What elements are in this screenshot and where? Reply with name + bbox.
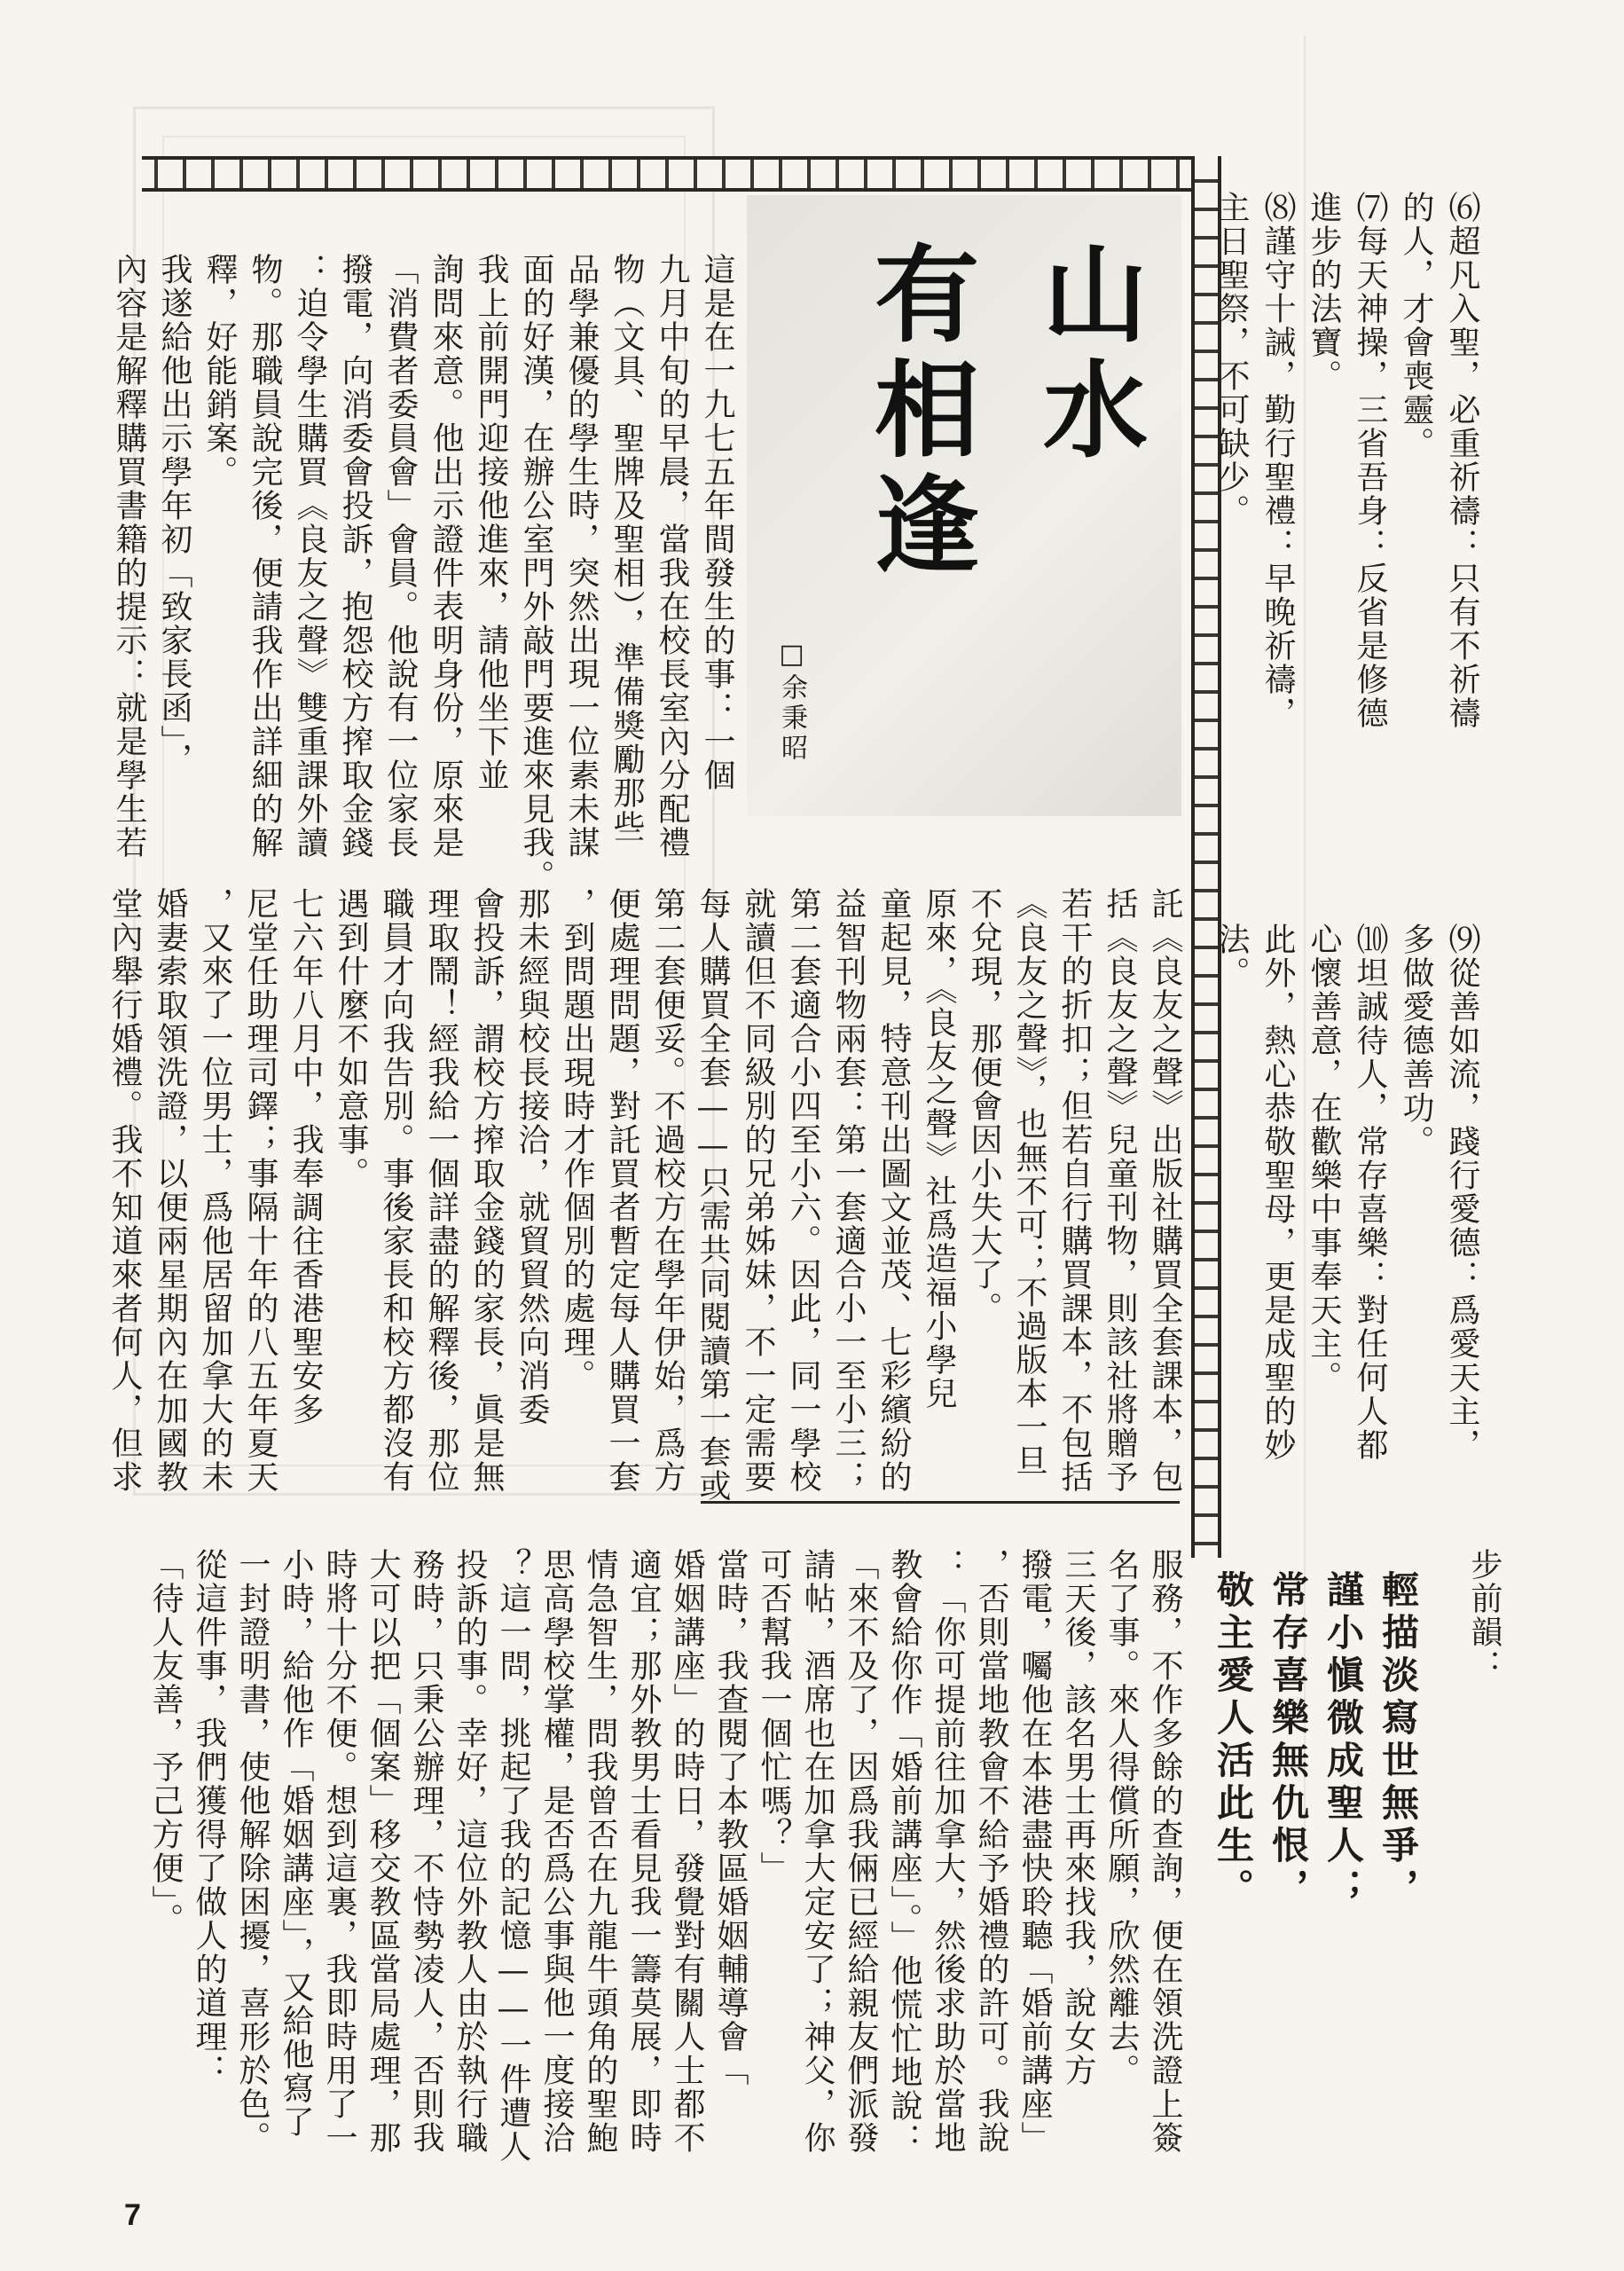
- text-column-line: 名了事。來人得償所願，欣然離去。: [1103, 1548, 1140, 2087]
- author-byline: [773, 639, 809, 764]
- text-column-line: 進步的法寶。: [1306, 191, 1342, 393]
- text-column-line: 那未經與校長接洽，就貿貿然向消委: [514, 887, 550, 1426]
- text-column-line: 第二套適合小四至小六。因此，同一學校: [785, 887, 821, 1494]
- text-column-line: 主日聖祭，不可缺少。: [1213, 191, 1250, 528]
- text-column-line: 物（文具、聖牌及聖相），準備獎勵那些: [608, 253, 645, 844]
- text-column-line: ⑼從善如流，踐行愛德：爲愛天主，: [1444, 923, 1480, 1462]
- text-column-line: 可否幫我一個忙嗎？」: [756, 1548, 792, 1885]
- text-column-line: 童起見，特意刊出圖文並茂、七彩繽紛的: [875, 887, 912, 1494]
- text-column-line: 三天後，該名男士再來找我，說女方: [1060, 1548, 1096, 2087]
- text-column-line: 婚妻索取領洗證，以便兩星期內在加國教: [152, 887, 188, 1494]
- text-column-line: 服務，不作多餘的查詢，便在領洗證上簽: [1147, 1548, 1183, 2155]
- text-column-line: 時將十分不便。想到這裏，我即時用了一: [321, 1548, 357, 2155]
- text-column-line: 的人，才會喪靈。: [1398, 191, 1434, 460]
- text-column-line: 婚姻講座」的時日，發覺對有關人士都不: [669, 1548, 705, 2155]
- text-column-line: 撥電，向消委會投訴，抱怨校方搾取金錢: [337, 253, 373, 860]
- text-column-line: 職員才向我告別。事後家長和校方都沒有: [378, 887, 414, 1494]
- text-column-line: 此外，熱心恭敬聖母，更是成聖的妙: [1259, 923, 1296, 1462]
- text-column-line: 小時，給他作「婚姻講座」，又給他寫了: [278, 1548, 314, 2139]
- text-column-line: 釋，好能銷案。: [201, 253, 238, 489]
- text-column-line: 《良友之聲》，也無不可；不過版本一旦: [1011, 887, 1047, 1478]
- decorative-border-top: [142, 156, 1197, 192]
- text-column-line: 七六年八月中，我奉調往香港聖安多: [287, 887, 324, 1426]
- text-column-line: 理取鬧！經我給一個詳盡的解釋後，那位: [423, 887, 459, 1494]
- text-column-line: 謹小愼微成聖人；: [1322, 1570, 1365, 1911]
- text-column-line: 撥電，囑他在本港盡快聆聽「婚前講座」: [1016, 1548, 1053, 2155]
- text-column-line: 不兌現，那便會因小失大了。: [966, 887, 1002, 1325]
- page-number: 7: [124, 2198, 141, 2232]
- text-column-line: ⑹超凡入聖，必重祈禱：只有不祈禱: [1444, 191, 1480, 730]
- verse-intro: 步前韻：: [1466, 1548, 1502, 1683]
- text-column-line: ⑻謹守十誡，勤行聖禮：早晚祈禱，: [1259, 191, 1296, 730]
- text-column-line: 託《良友之聲》出版社購買全套課本，包: [1147, 887, 1183, 1494]
- text-column-line: 尼堂任助理司鐸；事隔十年的八五年夏天: [242, 887, 279, 1494]
- text-column-line: 括《良友之聲》兒童刊物，則該社將贈予: [1102, 887, 1138, 1494]
- text-column-line: 適宜；那外教男士看見我一籌莫展，即時: [625, 1548, 662, 2155]
- text-column-line: 這是在一九七五年間發生的事：一個: [699, 253, 735, 792]
- text-column-line: 敬主愛人活此生。: [1212, 1570, 1255, 1911]
- text-column-line: 我遂給他出示學年初「致家長函」，: [156, 253, 192, 776]
- text-column-line: ⑽坦誠待人，常存喜樂：對任何人都: [1352, 923, 1388, 1462]
- text-column-line: 內容是解釋購買書籍的提示：就是學生若: [111, 253, 147, 860]
- text-column-line: 我上前開門迎接他進來，請他坐下並: [473, 253, 509, 792]
- text-column-line: 大可以把「個案」移交教區當局處理，那: [365, 1548, 401, 2155]
- text-column-line: 投訴的事。幸好，這位外教人由於執行職: [451, 1548, 488, 2155]
- text-column-line: 「來不及了，因爲我倆已經給親友們派發: [843, 1548, 879, 2155]
- text-column-line: 多做愛德善功。: [1398, 923, 1434, 1159]
- text-column-line: ⑺每天神操，三省吾身：反省是修德: [1352, 191, 1388, 730]
- text-column-line: ，否則當地教會不給予婚禮的許可。我說: [973, 1548, 1009, 2155]
- text-column-line: 第二套便妥。不過校方在學年伊始，爲方: [649, 887, 686, 1494]
- title-part-2: 有相逢: [857, 240, 980, 585]
- text-column-line: 會投訴，謂校方搾取金錢的家長，眞是無: [468, 887, 505, 1494]
- text-column-line: 「待人友善，予己方便」。: [147, 1548, 184, 1937]
- text-column-line: 物。那職員說完後，便請我作出詳細的解: [247, 253, 283, 860]
- text-column-line: 益智刊物兩套：第一套適合小一至小三；: [830, 887, 867, 1494]
- text-column-line: ：「你可提前往加拿大，然後求助於當地: [930, 1548, 966, 2155]
- text-column-line: 法。: [1213, 923, 1250, 990]
- text-column-line: 教會給你作「婚前講座」。」他慌忙地說：: [886, 1548, 922, 2157]
- text-column-line: 便處理問題，對託買者暫定每人購買一套: [604, 887, 640, 1494]
- text-column-line: 務時，只秉公辦理，不恃勢凌人，否則我: [408, 1548, 444, 2155]
- text-column-line: 思高學校掌權，是否爲公事與他一度接洽: [538, 1548, 575, 2155]
- text-column-line: 若干的折扣；但若自行購買課本，不包括: [1056, 887, 1093, 1494]
- text-column-line: 堂內舉行婚禮。我不知道來者何人，但求: [106, 887, 143, 1494]
- text-column-line: 就讀但不同級別的兄弟姊妹，不一定需要: [740, 887, 776, 1494]
- text-column-line: 詢問來意。他出示證件表明身份，原來是: [428, 253, 464, 860]
- text-column-line: 當時，我查閱了本教區婚姻輔導會「: [712, 1548, 749, 2087]
- text-column-line: 遇到什麼不如意事。: [333, 887, 369, 1191]
- text-column-line: 心懷善意，在歡樂中事奉天主。: [1306, 923, 1342, 1395]
- text-column-line: 原來，《良友之聲》社爲造福小學兒: [921, 887, 957, 1411]
- text-column-line: 從這件事，我們獲得了做人的道理：: [191, 1548, 227, 2087]
- text-column-line: 請帖，酒席也在加拿大定安了；神父，你: [799, 1548, 836, 2155]
- author-name: 余秉昭: [776, 673, 807, 764]
- text-column-line: ：迫令學生購買《良友之聲》雙重課外讀: [292, 253, 328, 860]
- text-column-line: 面的好漢，在辦公室門外敲門要進來見我。: [518, 253, 554, 893]
- text-column-line: 情急智生，問我曾否在九龍牛頭角的聖鮑: [582, 1548, 618, 2155]
- text-column-line: ，又來了一位男士，爲他居留加拿大的未: [197, 887, 233, 1494]
- text-column-line: 品學兼優的學生時，突然出現一位素未謀: [563, 253, 600, 860]
- text-column-line: 每人購買全套——只需共同閱讀第一套或: [694, 887, 731, 1503]
- author-box-icon: □: [776, 639, 807, 673]
- text-column-line: 輕描淡寫世無爭，: [1377, 1570, 1420, 1911]
- text-column-line: ，到問題出現時才作個別的處理。: [559, 887, 595, 1393]
- text-column-line: 「消費者委員會」會員。他說有一位家長: [382, 253, 419, 860]
- text-column-line: 常存喜樂無仇恨，: [1267, 1570, 1310, 1911]
- text-column-line: 一封證明書，使他解除困擾，喜形於色。: [234, 1548, 271, 2155]
- text-column-line: ？這一問，挑起了我的記憶——一件遭人: [495, 1548, 531, 2164]
- title-part-1: 山水: [1025, 240, 1149, 470]
- text-column-line: 九月中旬的早晨，當我在校長室內分配禮: [654, 253, 690, 860]
